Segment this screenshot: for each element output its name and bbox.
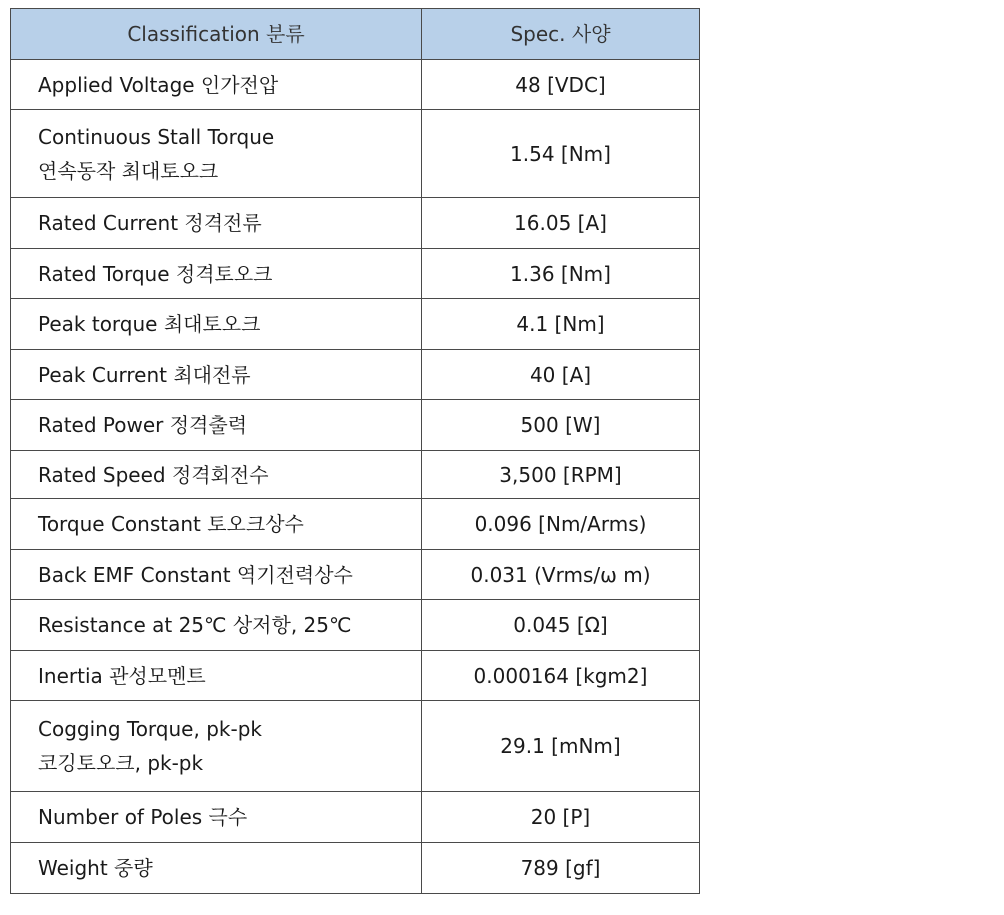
label-line: Inertia 관성모멘트 <box>38 663 206 688</box>
table-row <box>11 110 700 198</box>
row-value: 40 [A] <box>422 350 700 400</box>
row-label <box>11 843 422 894</box>
row-value: 3,500 [RPM] <box>422 451 700 499</box>
row-value: 0.045 [Ω] <box>422 600 700 651</box>
row-label <box>11 651 422 701</box>
row-label <box>11 400 422 451</box>
row-label <box>11 60 422 110</box>
row-value: 1.54 [Nm] <box>422 110 700 198</box>
table-row <box>11 550 700 600</box>
table-row <box>11 249 700 299</box>
row-value: 48 [VDC] <box>422 60 700 110</box>
table-row <box>11 499 700 550</box>
table-row <box>11 843 700 894</box>
classification-header: Classification 분류 <box>11 9 422 60</box>
label-line: Rated Power 정격출력 <box>38 413 248 437</box>
row-label <box>11 110 422 198</box>
row-value: 0.000164 [kgm2] <box>422 651 700 701</box>
row-value: 0.096 [Nm/Arms) <box>422 499 700 550</box>
row-value: 0.031 (Vrms/ω m) <box>422 550 700 600</box>
label-line: Cogging Torque, pk-pk <box>38 717 262 741</box>
label-line: Number of Poles 극수 <box>38 805 248 829</box>
table-row <box>11 651 700 701</box>
table-row <box>11 600 700 651</box>
label-line: Resistance at 25℃ 상저항, 25℃ <box>38 613 352 637</box>
row-value: 29.1 [mNm] <box>422 701 700 792</box>
row-label <box>11 550 422 600</box>
row-value: 20 [P] <box>422 792 700 843</box>
label-line: Peak Current 최대전류 <box>38 362 251 387</box>
label-line: 연속동작 최대토오크 <box>38 158 219 183</box>
row-label <box>11 451 422 499</box>
row-value: 789 [gf] <box>422 843 700 894</box>
label-line: 코깅토오크, pk-pk <box>38 751 204 775</box>
table-row <box>11 701 700 792</box>
spec-table <box>10 8 700 894</box>
row-label <box>11 198 422 249</box>
table-row <box>11 400 700 451</box>
table-row <box>11 792 700 843</box>
row-value: 500 [W] <box>422 400 700 451</box>
row-label <box>11 600 422 651</box>
row-value: 16.05 [A] <box>422 198 700 249</box>
label-line: Applied Voltage 인가전압 <box>38 72 279 97</box>
label-line: Rated Current 정격전류 <box>38 211 262 235</box>
table-row <box>11 451 700 499</box>
row-value: 1.36 [Nm] <box>422 249 700 299</box>
row-label <box>11 792 422 843</box>
row-label <box>11 249 422 299</box>
table-row <box>11 299 700 350</box>
row-label <box>11 701 422 792</box>
header-row <box>11 9 700 60</box>
label-line: Peak torque 최대토오크 <box>38 312 261 336</box>
row-value: 4.1 [Nm] <box>422 299 700 350</box>
row-label <box>11 299 422 350</box>
label-line: Torque Constant 토오크상수 <box>38 512 304 536</box>
label-line: Continuous Stall Torque <box>38 124 275 149</box>
row-label <box>11 499 422 550</box>
label-line: Back EMF Constant 역기전력상수 <box>38 562 353 587</box>
label-line: Rated Torque 정격토오크 <box>38 261 273 286</box>
label-line: Rated Speed 정격회전수 <box>38 462 269 487</box>
spec-header: Spec. 사양 <box>422 9 700 60</box>
table-row <box>11 198 700 249</box>
label-line: Weight 중량 <box>38 856 153 880</box>
table-row <box>11 60 700 110</box>
row-label <box>11 350 422 400</box>
table-row <box>11 350 700 400</box>
